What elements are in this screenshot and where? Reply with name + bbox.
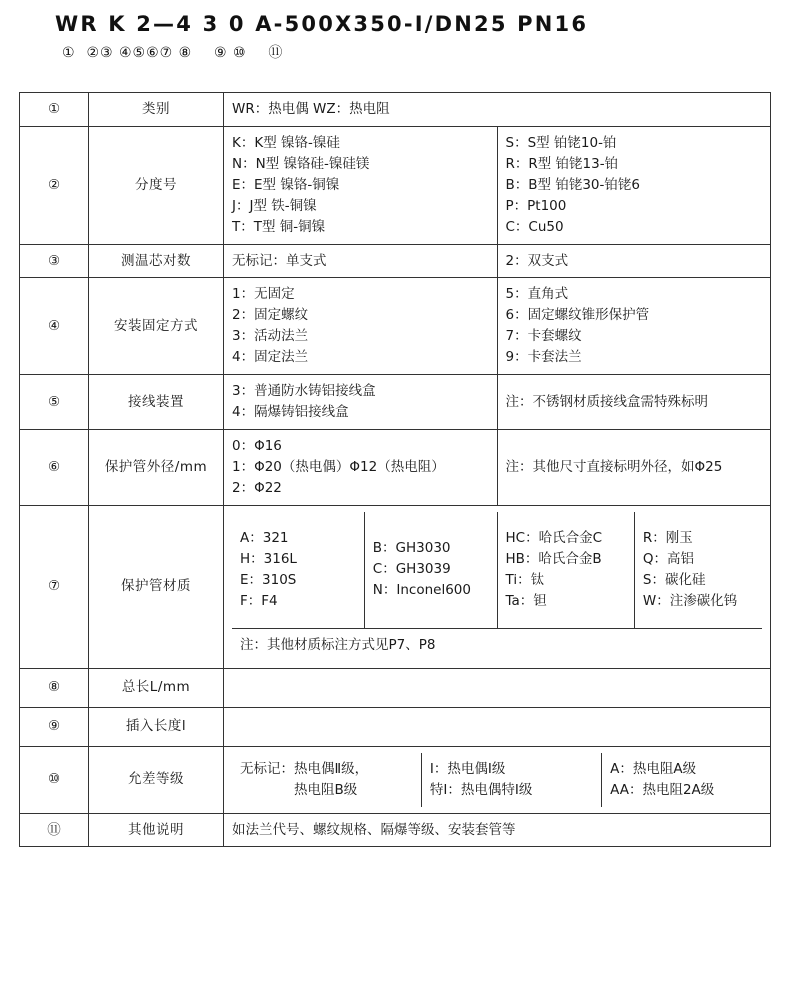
row-category: 总长L/mm: [89, 668, 224, 707]
row-index: ①: [20, 93, 89, 127]
row-index: ⑨: [20, 707, 89, 746]
row-index: ⑦: [20, 505, 89, 668]
row-value-left: [224, 375, 498, 430]
row-value-left: [224, 278, 498, 375]
model-code-line: WR K 2—4 3 0 A-500X350-Ⅰ/DN25 PN16: [55, 12, 589, 36]
row-index: ④: [20, 278, 89, 375]
row-value-left: [224, 126, 498, 244]
value-line: 2：Φ22: [232, 479, 282, 496]
tolerance-group-default: [232, 753, 421, 807]
row-index: ⑪: [20, 813, 89, 847]
table-row: [20, 429, 771, 505]
value-line: J：J型 铁-铜镍: [232, 197, 317, 214]
table-row: [20, 244, 771, 278]
table-row: [20, 126, 771, 244]
tolerance-columns-row: [232, 753, 762, 807]
row-category: 保护管材质: [89, 505, 224, 668]
table-row: [20, 375, 771, 430]
value-line: 2：固定螺纹: [232, 307, 309, 324]
value-line: W：注渗碳化钨: [642, 592, 738, 609]
value-line: T：T型 铜-铜镍: [232, 218, 326, 235]
value-line: WR：热电偶 WZ：热电阻: [232, 101, 390, 117]
table-row: [20, 93, 771, 127]
value-line: N：Inconel600: [372, 582, 471, 599]
row-category: 保护管外径/mm: [89, 429, 224, 505]
row-category: 插入长度l: [89, 707, 224, 746]
value-line: AA：热电阻2A级: [610, 781, 715, 798]
row-value: 如法兰代号、螺纹规格、隔爆等级、安装套管等: [224, 813, 771, 847]
value-line: S：S型 铂铑10-铂: [505, 134, 617, 151]
value-line: 9：卡套法兰: [505, 349, 582, 366]
value-line: N：N型 镍铬硅-镍硅镁: [232, 155, 370, 172]
value-line: 4：隔爆铸铝接线盒: [232, 404, 349, 421]
value-line: E：310S: [240, 571, 297, 588]
specification-table: [19, 92, 771, 847]
material-group-c: [497, 512, 634, 629]
row-category: 安装固定方式: [89, 278, 224, 375]
marker-number-row: ① ②③ ④⑤⑥⑦ ⑧ ⑨ ⑩ ⑪: [62, 45, 284, 61]
row-note: 注：其他尺寸直接标明外径，如Φ25: [497, 429, 771, 505]
row-value-right: [497, 278, 771, 375]
code-header: [0, 0, 790, 62]
value-line: F：F4: [240, 592, 278, 609]
row-category: 类别: [89, 93, 224, 127]
value-line: 1：无固定: [232, 286, 295, 303]
material-note: 注：其他材质标注方式见P7、P8: [232, 628, 762, 661]
value-line: 3：普通防水铸铝接线盒: [232, 383, 376, 400]
value-line: B：GH3030: [372, 540, 451, 557]
row-index: ②: [20, 126, 89, 244]
row-category: 测温芯对数: [89, 244, 224, 278]
table-row: [20, 813, 771, 847]
row-index: ⑤: [20, 375, 89, 430]
table-row: [20, 746, 771, 813]
row-index: ⑩: [20, 746, 89, 813]
value-line: Ta：钽: [505, 592, 547, 609]
row-value-empty: [224, 668, 771, 707]
material-group-d: [634, 512, 762, 629]
row-category: 分度号: [89, 126, 224, 244]
value-line: H：316L: [240, 550, 297, 567]
value-line: 无标记：热电偶Ⅱ级，: [240, 760, 369, 777]
value-line: Q：高铝: [642, 550, 695, 567]
row-category: 其他说明: [89, 813, 224, 847]
tolerance-group-rtd: [602, 753, 762, 807]
row-value-left: 无标记：单支式: [224, 244, 498, 278]
table-row: [20, 505, 771, 668]
value-line: C：Cu50: [505, 218, 564, 235]
value-line: S：碳化硅: [642, 571, 706, 588]
value-line: 6：固定螺纹锥形保护管: [505, 307, 650, 324]
row-value-right: 2：双支式: [497, 244, 771, 278]
row-value-right: [497, 126, 771, 244]
value-line: K：K型 镍铬-镍硅: [232, 134, 340, 151]
row-index: ③: [20, 244, 89, 278]
value-line: HB：哈氏合金B: [505, 550, 602, 567]
table-row: [20, 668, 771, 707]
value-line: R：刚玉: [642, 529, 693, 546]
value-line: R：R型 铂铑13-铂: [505, 155, 619, 172]
value-line: 0：Φ16: [232, 437, 282, 454]
value-line: A：热电阻A级: [610, 760, 697, 777]
material-group-a: [232, 512, 364, 629]
material-group-b: [364, 512, 497, 629]
row-category: 允差等级: [89, 746, 224, 813]
value-line: Ti：钛: [505, 571, 545, 588]
value-line: A：321: [240, 529, 289, 546]
value-line: B：B型 铂铑30-铂铑6: [505, 176, 640, 193]
row-value-left: [224, 429, 498, 505]
row-value-grid: [224, 505, 771, 668]
table-row: [20, 707, 771, 746]
value-line: C：GH3039: [372, 561, 451, 578]
value-line: 特Ⅰ：热电偶特Ⅰ级: [429, 781, 533, 798]
row-value-empty: [224, 707, 771, 746]
value-line: 4：固定法兰: [232, 349, 309, 366]
value-line: 7：卡套螺纹: [505, 328, 582, 345]
value-line: 3：活动法兰: [232, 328, 309, 345]
material-columns-row: [232, 512, 762, 629]
tolerance-subtable: [232, 753, 762, 807]
row-category: 接线装置: [89, 375, 224, 430]
value-line: Ⅰ：热电偶Ⅰ级: [429, 760, 506, 777]
row-index: ⑥: [20, 429, 89, 505]
row-value: [224, 93, 771, 127]
tolerance-group-class1: [421, 753, 601, 807]
value-line: HC：哈氏合金C: [505, 529, 603, 546]
value-line: 热电阻B级: [240, 781, 358, 798]
row-note: 注：不锈钢材质接线盒需特殊标明: [497, 375, 771, 430]
value-line: E：E型 镍铬-铜镍: [232, 176, 340, 193]
value-line: P：Pt100: [505, 197, 567, 214]
value-line: 1：Φ20（热电偶）Φ12（热电阻）: [232, 458, 445, 475]
material-note-row: [232, 628, 762, 661]
row-index: ⑧: [20, 668, 89, 707]
material-subtable: [232, 512, 762, 662]
row-value-grid: [224, 746, 771, 813]
table-row: [20, 278, 771, 375]
value-line: 5：直角式: [505, 286, 569, 303]
